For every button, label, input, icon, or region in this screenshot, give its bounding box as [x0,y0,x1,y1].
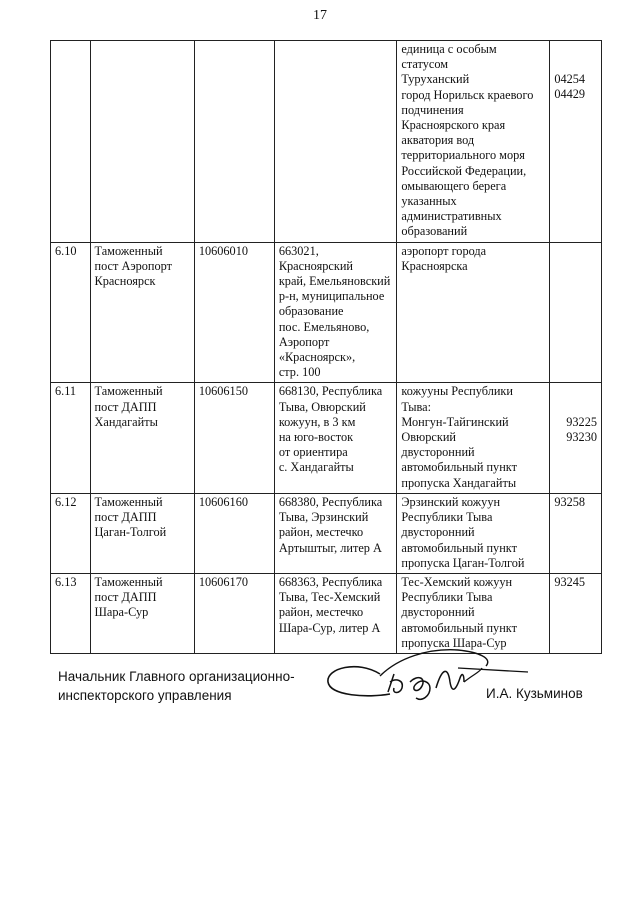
address-cell-text: 668380, Республика Тыва, Эрзинский район, местечко Артыштыг, литер А [278,494,383,555]
table-row [51,41,602,243]
row-number-cell [51,493,91,573]
address-cell-text: 668363, Республика Тыва, Тес-Хемский район, местечко Шара-Сур, литер А [278,574,383,635]
address-cell [274,41,397,243]
post-name-cell-text: Таможенный пост Аэропорт Красноярск [94,243,172,289]
row-number-cell-text: 6.13 [55,574,77,589]
table-row [51,242,602,383]
okato-code-text: 93258 [554,494,586,509]
address-cell-text: 663021, Красноярский край, Емельяновский р-н, муниципальное образование пос. Емельяново, Аэропорт «Красноярск», стр. 100 [278,243,391,380]
post-name-cell-text: Таможенный пост ДАПП Шара-Сур [94,574,163,620]
row-number-cell [51,242,91,383]
okato-code-text: 04254 04429 [554,72,586,102]
row-number-cell-text: 6.11 [55,384,77,399]
row-number-cell [51,383,91,493]
territory-cell [397,383,550,493]
table-row [51,383,602,493]
post-name-cell [90,41,194,243]
territory-text: кожууны Республики Тыва: Монгун-Тайгинский Овюрский двусторонний автомобильный пункт пропуска Хандагайты [401,384,517,490]
address-cell-text: 668130, Республика Тыва, Овюрский кожуун, в 3 км на юго-восток от ориентира с. Хандагайты [278,384,383,475]
customs-posts-table [50,40,602,654]
post-code-cell [194,573,274,653]
post-code-cell [194,41,274,243]
territory-text: Туруханский город Норильск краевого подчинения Красноярского края акватория вод территориального моря Российской Федерации, омывающего берега указанных административных образований [401,72,534,239]
okato-code-cell [550,573,602,653]
okato-code-cell [550,242,602,383]
table-row [51,493,602,573]
territory-text: Тес-Хемский кожуун Республики Тыва двусторонний автомобильный пункт пропуска Шара-Сур [401,574,517,650]
territory-cell [397,41,550,243]
signatory-name: И.А. Кузьминов [486,686,583,701]
address-cell [274,242,397,383]
okato-code-cell [550,41,602,243]
okato-spacer [554,384,597,414]
territory-text: Эрзинский кожуун Республики Тыва двусторонний автомобильный пункт пропуска Цаган-Толгой [401,494,525,570]
territory-text: аэропорт города Красноярска [401,243,487,273]
post-code-cell-text: 10606160 [198,494,248,509]
okato-code-cell [550,493,602,573]
post-code-cell [194,493,274,573]
territory-cell [397,242,550,383]
handwritten-signature [318,638,538,718]
address-cell [274,493,397,573]
okato-code-text: 93225 93230 [566,414,597,445]
row-number-cell-text: 6.12 [55,494,77,509]
table-body [51,41,602,654]
territory-text: единица с особым статусом [401,42,497,72]
post-name-cell-text: Таможенный пост ДАПП Хандагайты [94,384,163,429]
post-name-cell [90,242,194,383]
post-name-cell [90,493,194,573]
signatory-position: Начальник Главного организационно- инспекторского управления [58,669,295,703]
post-code-cell-text: 10606170 [198,574,248,589]
post-name-cell [90,573,194,653]
address-cell [274,383,397,493]
okato-code-text: 93245 [554,574,586,589]
row-number-cell [51,573,91,653]
row-number-cell-text: 6.10 [55,243,77,258]
post-name-cell-text: Таможенный пост ДАПП Цаган-Толгой [94,494,167,540]
post-name-cell [90,383,194,493]
post-code-cell-text: 10606150 [198,384,248,399]
okato-code-cell [550,383,602,493]
row-number-cell [51,41,91,243]
page-number: 17 [313,8,327,23]
post-code-cell-text: 10606010 [198,243,248,258]
post-code-cell [194,383,274,493]
territory-cell [397,493,550,573]
post-code-cell [194,242,274,383]
